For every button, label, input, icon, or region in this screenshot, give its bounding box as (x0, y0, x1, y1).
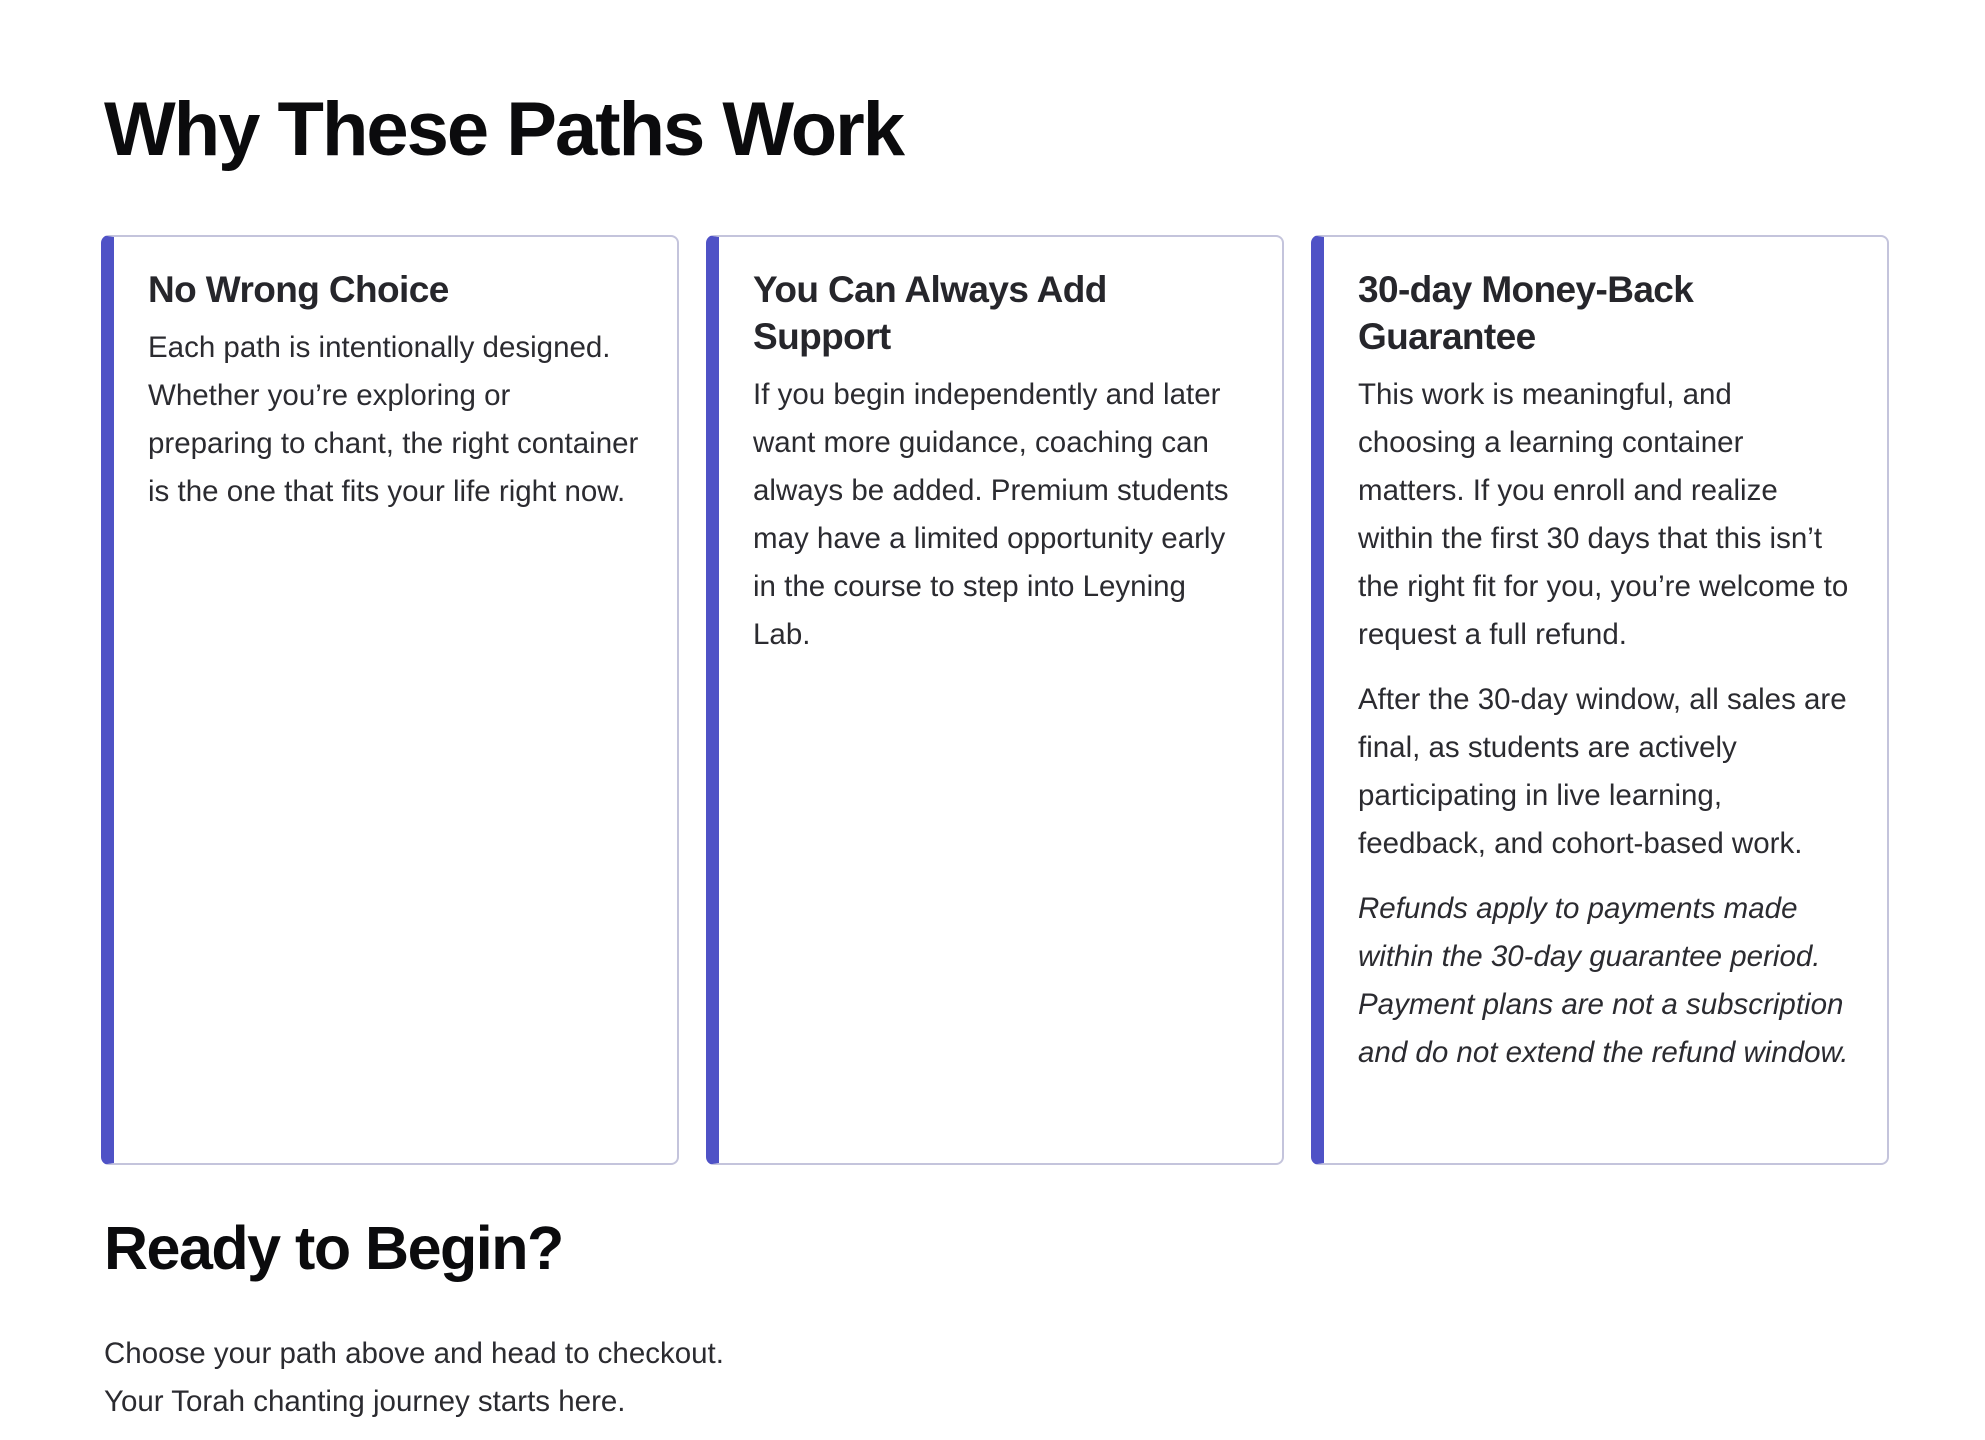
card-title: You Can Always Add Support (753, 269, 1107, 357)
why-section-heading: Why These Paths Work (104, 87, 904, 172)
card-money-back-guarantee (1311, 235, 1889, 1165)
card-body-text: If you begin independently and later want more guidance, coaching can always be added. Premium students may have a limited opportunity early in the course to step into Leyning Lab. (753, 378, 1229, 651)
card-title: No Wrong Choice (148, 269, 449, 310)
card-body-text: This work is meaningful, and choosing a learning container matters. If you enroll and realize within the first 30 days that this isn’t the right fit for you, you’re welcome to request a full refund. (1358, 378, 1849, 651)
closing-line-journey: Your Torah chanting journey starts here. (104, 1385, 626, 1418)
closing-text (104, 1330, 1004, 1426)
card-title: 30-day Money-Back Guarantee (1358, 269, 1694, 357)
card-add-support (706, 235, 1284, 1165)
refund-policy-note: Refunds apply to payments made within the 30-day guarantee period. Payment plans are not a subscription and do not extend the refund window. (1358, 892, 1849, 1069)
closing-line-checkout: Choose your path above and head to checkout. (104, 1337, 724, 1370)
card-body-text: Each path is intentionally designed. Whether you’re exploring or preparing to chant, the right container is the one that fits your life right now. (148, 331, 639, 508)
card-no-wrong-choice (101, 235, 679, 1165)
card-body-text: After the 30-day window, all sales are final, as students are actively participating in live learning, feedback, and cohort-based work. (1358, 683, 1847, 860)
ready-section-heading: Ready to Begin? (104, 1214, 563, 1282)
benefit-cards (101, 235, 1891, 1165)
